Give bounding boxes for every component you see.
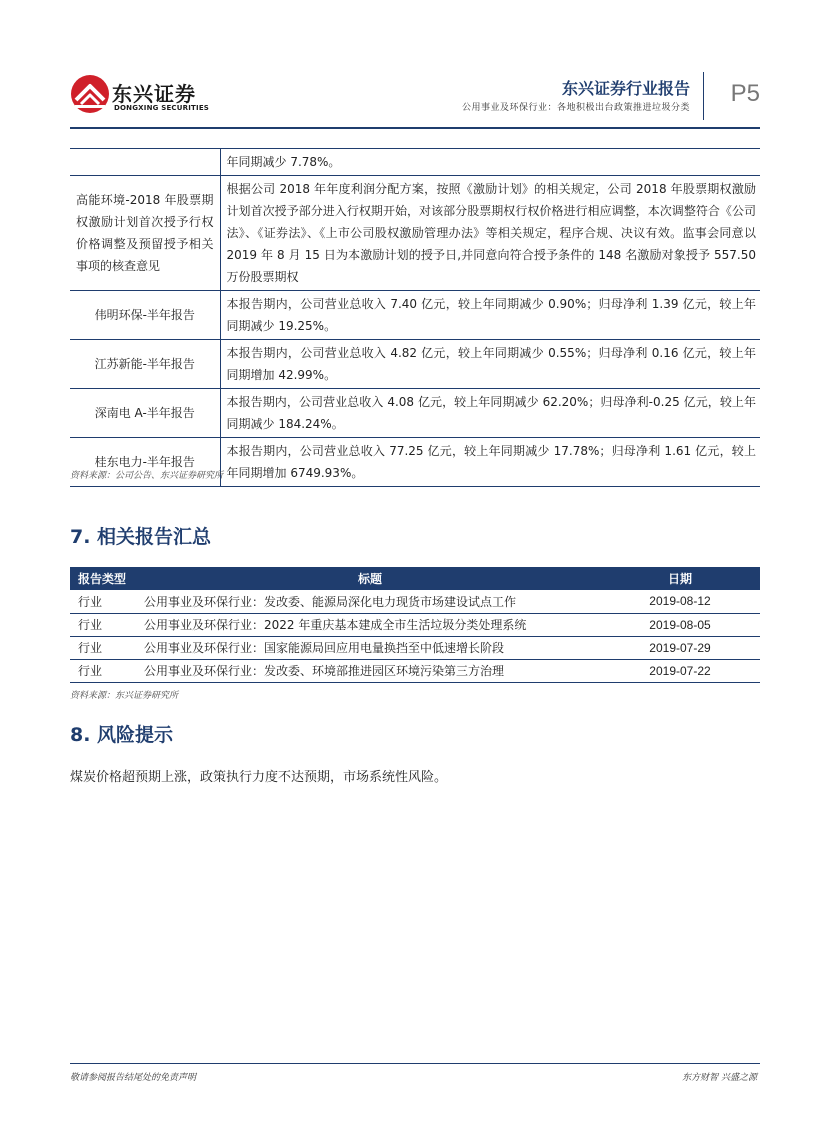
risk-warning-text: 煤炭价格超预期上涨，政策执行力度不达预期，市场系统性风险。 <box>70 770 448 785</box>
report-date-cell: 2019-07-22 <box>600 659 760 682</box>
announcement-table <box>70 148 760 487</box>
company-event-cell: 深南电 A-半年报告 <box>70 389 220 438</box>
header-rule <box>70 127 760 129</box>
section-7-title: 7. 相关报告汇总 <box>70 526 212 548</box>
table-row <box>70 340 760 389</box>
report-type-cell: 行业 <box>70 613 140 636</box>
report-title-cell: 公用事业及环保行业：发改委、环境部推进园区环境污染第三方治理 <box>140 659 600 682</box>
reports-source-note: 资料来源：东兴证券研究所 <box>70 691 179 701</box>
event-description-cell: 本报告期内，公司营业总收入 4.08 亿元，较上年同期减少 62.20%；归母净利-0.25 亿元，较上年同期减少 184.24%。 <box>220 389 760 438</box>
footer-rule <box>70 1063 760 1064</box>
event-description-cell: 年同期减少 7.78%。 <box>220 149 760 176</box>
company-event-cell <box>70 149 220 176</box>
related-reports-table <box>70 567 760 683</box>
logo-chinese-name: 东兴证券 <box>112 82 196 106</box>
company-logo <box>70 74 210 118</box>
section-8-title: 8. 风险提示 <box>70 724 174 746</box>
event-description-cell: 本报告期内，公司营业总收入 7.40 亿元，较上年同期减少 0.90%；归母净利 1.39 亿元，较上年同期减少 19.25%。 <box>220 291 760 340</box>
footer-disclaimer: 敬请参阅报告结尾处的免责声明 <box>70 1073 197 1083</box>
page-header <box>70 68 760 128</box>
table-row <box>70 149 760 176</box>
report-date-cell: 2019-08-12 <box>600 590 760 613</box>
report-title-cell: 公用事业及环保行业：发改委、能源局深化电力现货市场建设试点工作 <box>140 590 600 613</box>
table-row <box>70 636 760 659</box>
event-description-cell: 本报告期内，公司营业总收入 77.25 亿元，较上年同期减少 17.78%；归母净利 1.61 亿元，较上年同期增加 6749.93%。 <box>220 438 760 487</box>
event-description-cell: 本报告期内，公司营业总收入 4.82 亿元，较上年同期减少 0.55%；归母净利 0.16 亿元，较上年同期增加 42.99%。 <box>220 340 760 389</box>
report-title: 东兴证券行业报告 <box>561 79 690 98</box>
table-row <box>70 389 760 438</box>
company-event-cell: 桂东电力-半年报告 <box>70 438 220 487</box>
column-header-type: 报告类型 <box>70 567 140 590</box>
report-date-cell: 2019-08-05 <box>600 613 760 636</box>
table-row <box>70 613 760 636</box>
company-event-cell: 江苏新能-半年报告 <box>70 340 220 389</box>
header-divider <box>703 72 705 120</box>
report-title-cell: 公用事业及环保行业：国家能源局回应用电量换挡至中低速增长阶段 <box>140 636 600 659</box>
column-header-title: 标题 <box>140 567 600 590</box>
table-header-row <box>70 567 760 590</box>
company-event-cell: 伟明环保-半年报告 <box>70 291 220 340</box>
footer-slogan: 东方财智 兴盛之源 <box>682 1073 757 1083</box>
table-row <box>70 659 760 682</box>
report-subtitle: 公用事业及环保行业：各地积极出台政策推进垃圾分类 <box>461 103 690 113</box>
report-date-cell: 2019-07-29 <box>600 636 760 659</box>
page-number: P5 <box>730 80 760 107</box>
event-description-cell: 根据公司 2018 年年度利润分配方案，按照《激励计划》的相关规定，公司 2018 年股票期权激励计划首次授予部分进入行权期开始，对该部分股票期权行权价格进行相应调整，本次调整符合《公司法》、《证券法》、《上市公司股权激励管理办法》等相关规定，程序合规、决议有效。监事会同意以 2019 年 8 月 15 日为本激励计划的授予日,并同意向符合授予条件的 148 名激励对象授予 557.50 万份股票期权 <box>220 176 760 291</box>
report-title-cell: 公用事业及环保行业：2022 年重庆基本建成全市生活垃圾分类处理系统 <box>140 613 600 636</box>
logo-english-name: DONGXING SECURITIES <box>114 104 210 112</box>
table-row <box>70 176 760 291</box>
logo-emblem-icon <box>70 74 110 114</box>
report-type-cell: 行业 <box>70 636 140 659</box>
table-row <box>70 291 760 340</box>
report-type-cell: 行业 <box>70 590 140 613</box>
report-type-cell: 行业 <box>70 659 140 682</box>
column-header-date: 日期 <box>600 567 760 590</box>
announcement-source-note: 资料来源：公司公告、东兴证券研究所 <box>70 471 224 481</box>
table-row <box>70 590 760 613</box>
company-event-cell: 高能环境-2018 年股票期权激励计划首次授予行权价格调整及预留授予相关事项的核查意见 <box>70 176 220 291</box>
